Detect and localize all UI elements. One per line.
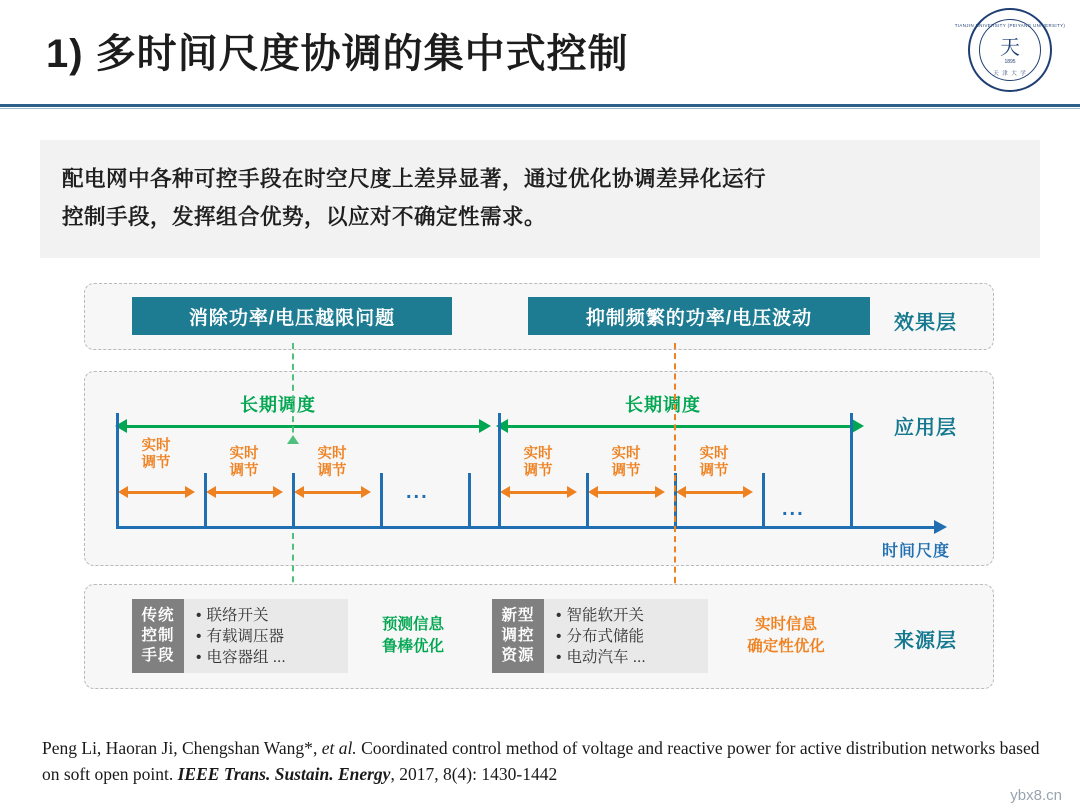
axis-tick-1	[116, 413, 119, 526]
realtime-label-1-line1: 实时	[141, 438, 171, 454]
source-group-1-list	[184, 599, 348, 673]
source-group-1-note-line1: 预测信息	[381, 616, 444, 633]
axis-tick-6	[498, 413, 501, 526]
axis-tick-10	[850, 413, 853, 526]
source-group-1-item-3-text: 电容器组 ...	[206, 649, 286, 666]
bullet-icon: •	[556, 628, 562, 645]
source-group-2-item-1-text: 智能软开关	[566, 607, 644, 624]
slide-header	[0, 0, 1080, 108]
seal-mark: 天	[1000, 36, 1020, 59]
source-group-1-note-line2: 鲁棒优化	[381, 638, 444, 655]
source-group-1-tag-line2: 控制	[141, 627, 175, 644]
axis-tick-4	[380, 473, 383, 526]
realtime-arrow-1-head-end	[185, 486, 195, 498]
realtime-arrow-5-line	[596, 491, 658, 494]
source-group-2-item-2	[556, 626, 698, 647]
source-group-2-item-3-text: 电动汽车 ...	[566, 649, 646, 666]
source-group-2-tag-line1: 新型	[501, 607, 535, 624]
realtime-label-1-line2: 调节	[141, 455, 171, 471]
realtime-arrow-1-line	[126, 491, 188, 494]
source-group-1-item-2-text: 有载调压器	[206, 628, 284, 645]
realtime-label-2	[208, 446, 280, 480]
realtime-label-2-line1: 实时	[229, 446, 259, 462]
effect-pill-1: 消除功率/电压越限问题	[132, 297, 452, 335]
realtime-label-6-line1: 实时	[699, 446, 729, 462]
realtime-label-5-line1: 实时	[611, 446, 641, 462]
statement-box	[40, 140, 1040, 258]
realtime-label-2-line2: 调节	[229, 463, 259, 479]
time-axis-caption: 时间尺度	[882, 543, 951, 560]
statement-line-2: 控制手段，发挥组合优势，以应对不确定性需求。	[62, 205, 547, 229]
realtime-arrow-6-head-end	[743, 486, 753, 498]
long-term-left-arrow-head-end	[479, 419, 491, 433]
page-title: 1) 多时间尺度协调的集中式控制	[46, 32, 629, 76]
source-group-1-note	[358, 614, 468, 658]
realtime-label-3-line1: 实时	[317, 446, 347, 462]
ellipsis-left: ...	[406, 481, 429, 503]
source-group-2-tag	[492, 599, 544, 673]
citation-details: , 2017, 8(4): 1430-1442	[390, 764, 558, 784]
source-group-1-item-1-text: 联络开关	[206, 607, 269, 624]
bullet-icon: •	[556, 607, 562, 624]
source-group-2-note-line2: 确定性优化	[747, 638, 825, 655]
connector-green-arrow-head	[287, 435, 299, 444]
realtime-label-6	[678, 446, 750, 480]
connector-orange-line	[674, 343, 676, 593]
source-group-2-note	[720, 614, 852, 658]
long-term-left-label: 长期调度	[240, 395, 316, 415]
long-term-left-arrow-line	[125, 425, 481, 428]
source-group-2-item-2-text: 分布式储能	[566, 628, 644, 645]
citation-comma: ,	[312, 738, 322, 758]
realtime-label-1	[120, 438, 192, 472]
effect-pill-2: 抑制频繁的功率/电压波动	[528, 297, 870, 335]
source-group-2-list	[544, 599, 708, 673]
source-group-2-tag-line2: 调控	[501, 627, 535, 644]
bullet-icon: •	[556, 649, 562, 666]
connector-green-line	[292, 343, 294, 443]
realtime-label-4	[502, 446, 574, 480]
source-group-1-tag-line1: 传统	[141, 607, 175, 624]
seal-top-text: TIANJIN UNIVERSITY (PEIYANG UNIVERSITY)	[954, 23, 1066, 28]
source-layer-label: 来源层	[894, 630, 957, 652]
source-group-2-item-1	[556, 605, 698, 626]
bullet-icon: •	[196, 628, 202, 645]
header-divider	[0, 104, 1080, 107]
realtime-arrow-3-line	[302, 491, 364, 494]
bullet-icon: •	[196, 649, 202, 666]
university-seal-icon	[954, 8, 1066, 92]
long-term-right-label: 长期调度	[625, 395, 701, 415]
realtime-arrow-5-head-end	[655, 486, 665, 498]
realtime-label-6-line2: 调节	[699, 463, 729, 479]
realtime-label-3-line2: 调节	[317, 463, 347, 479]
source-group-1-tag	[132, 599, 184, 673]
axis-tick-3	[292, 473, 295, 526]
realtime-arrow-4-line	[508, 491, 570, 494]
realtime-arrow-2-head-end	[273, 486, 283, 498]
multi-timescale-diagram	[84, 283, 994, 706]
source-group-2-note-line1: 实时信息	[754, 616, 817, 633]
citation-etal: et al.	[321, 738, 357, 758]
citation-journal: IEEE Trans. Sustain. Energy	[177, 764, 391, 784]
effect-layer-label: 效果层	[894, 312, 957, 334]
citation	[42, 735, 1042, 787]
source-group-1-item-2	[196, 626, 338, 647]
long-term-right-arrow-line	[506, 425, 854, 428]
realtime-label-3	[296, 446, 368, 480]
time-axis-arrow-head	[934, 520, 947, 534]
statement-line-1: 配电网中各种可控手段在时空尺度上差异显著，通过优化协调差异化运行	[62, 167, 767, 191]
source-group-1-item-1	[196, 605, 338, 626]
citation-title: Coordinated control method of voltage and reactive power for active distribution networks based on soft open point.	[42, 738, 1040, 784]
citation-authors: Peng Li, Haoran Ji, Chengshan Wang*	[42, 738, 313, 758]
seal-year: 1895	[1004, 58, 1016, 65]
long-term-right-arrow-head-end	[852, 419, 864, 433]
axis-tick-9	[762, 473, 765, 526]
realtime-label-5-line2: 调节	[611, 463, 641, 479]
axis-tick-7	[586, 473, 589, 526]
source-group-1-tag-line3: 手段	[141, 647, 175, 664]
realtime-label-5	[590, 446, 662, 480]
realtime-label-4-line1: 实时	[523, 446, 553, 462]
axis-tick-5	[468, 473, 471, 526]
ellipsis-right: ...	[782, 498, 805, 520]
application-layer-label: 应用层	[894, 417, 957, 439]
source-group-2-tag-line3: 资源	[501, 647, 535, 664]
realtime-arrow-3-head-end	[361, 486, 371, 498]
source-group-2-item-3	[556, 647, 698, 668]
header-divider-secondary	[0, 108, 1080, 109]
seal-inner	[954, 19, 1066, 81]
realtime-arrow-4-head-end	[567, 486, 577, 498]
axis-tick-2	[204, 473, 207, 526]
seal-bottom-text: 天 津 大 学	[993, 71, 1027, 77]
realtime-arrow-6-line	[684, 491, 746, 494]
time-axis-line	[116, 526, 936, 529]
watermark: ybx8.cn	[1010, 787, 1062, 804]
source-group-1-item-3	[196, 647, 338, 668]
bullet-icon: •	[196, 607, 202, 624]
realtime-arrow-2-line	[214, 491, 276, 494]
realtime-label-4-line2: 调节	[523, 463, 553, 479]
